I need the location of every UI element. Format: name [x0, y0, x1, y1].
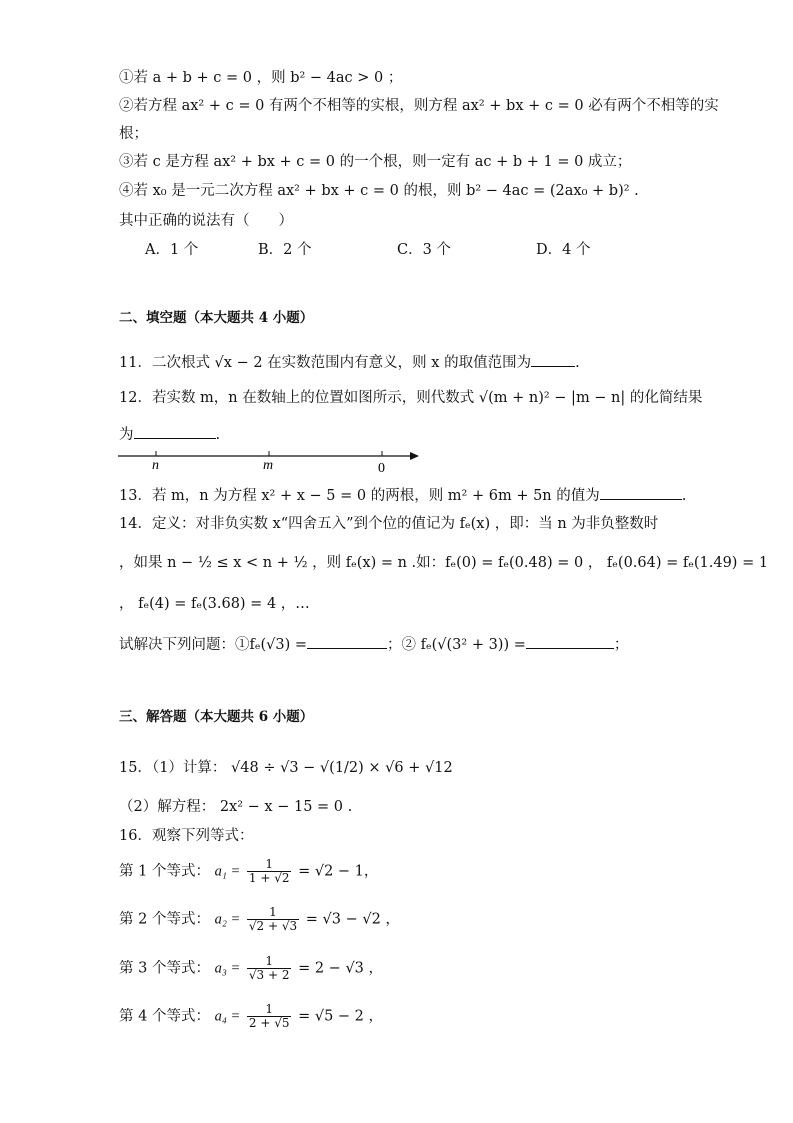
equation-4-label: 第 4 个等式： — [119, 1008, 210, 1025]
equation-3-rhs: = 2 − √3 ， — [298, 960, 384, 977]
question-14-line1: 14．定义：对非负实数 x“四舍五入”到个位的值记为 fₑ(x) ，即：当 n 为非负整数时 — [119, 516, 659, 532]
equation-3-denominator: √3 + 2 — [248, 968, 290, 982]
question-14-line4 — [119, 634, 628, 655]
equation-3-lhs: a₃ = — [214, 960, 241, 977]
equation-4-fraction — [247, 1003, 292, 1030]
question-14-part2: ；② fₑ(√(3² + 3)) = — [387, 637, 526, 653]
statement-1: ①若 a + b + c = 0 ，则 b² − 4ac > 0 ； — [119, 70, 403, 86]
equation-3-fraction — [247, 955, 292, 982]
equation-1-label: 第 1 个等式： — [119, 863, 210, 880]
answer-blank-14-1 — [307, 634, 387, 649]
equation-4 — [119, 1003, 383, 1030]
question-12-prefix: 为 — [119, 427, 134, 443]
section-2-title: 二、填空题（本大题共 4 小题） — [119, 310, 314, 326]
equation-2-fraction — [247, 906, 299, 933]
label-m: m — [263, 458, 274, 473]
question-15-part1: 15．（1）计算： √48 ÷ √3 − √(1/2) × √6 + √12 — [119, 760, 453, 776]
equation-3 — [119, 955, 383, 982]
question-prompt: 其中正确的说法有（ ） — [119, 213, 293, 229]
question-13-text: 13．若 m，n 为方程 x² + x − 5 = 0 的两根，则 m² + 6m + 5n 的值为 — [119, 488, 600, 504]
equation-2-label: 第 2 个等式： — [119, 911, 210, 928]
equation-1-fraction — [247, 858, 292, 885]
equation-3-numerator: 1 — [247, 955, 292, 969]
equation-1-numerator: 1 — [247, 858, 292, 872]
equation-1-lhs: a₁ = — [214, 863, 241, 880]
option-c: C．3 个 — [397, 242, 451, 258]
equation-1 — [119, 858, 378, 885]
question-15-part2: （2）解方程： 2x² − x − 15 = 0 . — [119, 799, 353, 815]
equation-2-lhs: a₂ = — [214, 911, 241, 928]
equation-4-numerator: 1 — [247, 1003, 292, 1017]
section-3-title: 三、解答题（本大题共 6 小题） — [119, 709, 314, 725]
label-zero: 0 — [378, 461, 385, 476]
question-12-line2 — [119, 424, 220, 445]
statement-3: ③若 c 是方程 ax² + bx + c = 0 的一个根，则一定有 ac + b + 1 = 0 成立； — [119, 154, 632, 170]
question-14-end: ； — [613, 637, 629, 653]
equation-1-denominator: 1 + √2 — [248, 871, 290, 885]
question-14-line3: ， fₑ(4) = fₑ(3.68) = 4 ，… — [119, 596, 310, 612]
option-a: A．1 个 — [145, 242, 199, 258]
answer-blank-13 — [600, 485, 682, 500]
question-13-end: . — [681, 488, 687, 504]
question-13 — [119, 485, 686, 506]
equation-3-label: 第 3 个等式： — [119, 960, 210, 977]
answer-blank-12 — [134, 424, 216, 439]
question-11 — [119, 352, 580, 373]
question-11-end: . — [575, 355, 580, 371]
answer-blank-11 — [531, 352, 575, 367]
question-12-end: . — [215, 427, 221, 443]
equation-4-rhs: = √5 − 2 ， — [298, 1008, 384, 1025]
statement-4: ④若 x₀ 是一元二次方程 ax² + bx + c = 0 的根，则 b² − 4ac = (2ax₀ + b)² . — [119, 183, 639, 199]
option-b: B．2 个 — [258, 242, 312, 258]
equation-2-numerator: 1 — [247, 906, 299, 920]
question-14-line2: ，如果 n − ½ ≤ x < n + ½ ，则 fₑ(x) = n .如：fₑ(0) = fₑ(0.48) = 0 ， fₑ(0.64) = fₑ(1.49) = 1 — [119, 555, 769, 571]
statement-2-line2: 根； — [119, 126, 148, 142]
question-16-intro: 16．观察下列等式： — [119, 828, 254, 844]
option-d: D．4 个 — [536, 242, 591, 258]
equation-2-rhs: = √3 − √2 ， — [305, 911, 400, 928]
question-14-part1: 试解决下列问题：①fₑ(√3) = — [119, 637, 308, 653]
question-11-text: 11．二次根式 √x − 2 在实数范围内有意义，则 x 的取值范围为 — [119, 355, 532, 371]
equation-4-lhs: a₄ = — [214, 1008, 241, 1025]
label-n: n — [152, 458, 159, 473]
equation-2-denominator: √2 + √3 — [248, 919, 298, 933]
question-12-line1: 12．若实数 m，n 在数轴上的位置如图所示，则代数式 √(m + n)² − |m − n| 的化简结果 — [119, 390, 703, 406]
equation-4-denominator: 2 + √5 — [248, 1016, 290, 1030]
number-line-arrow — [410, 452, 419, 460]
number-line — [114, 448, 424, 476]
answer-blank-14-2 — [526, 634, 614, 649]
statement-2-line1: ②若方程 ax² + c = 0 有两个不相等的实根，则方程 ax² + bx + c = 0 必有两个不相等的实 — [119, 98, 719, 114]
equation-2 — [119, 906, 400, 933]
equation-1-rhs: = √2 − 1， — [298, 863, 379, 880]
